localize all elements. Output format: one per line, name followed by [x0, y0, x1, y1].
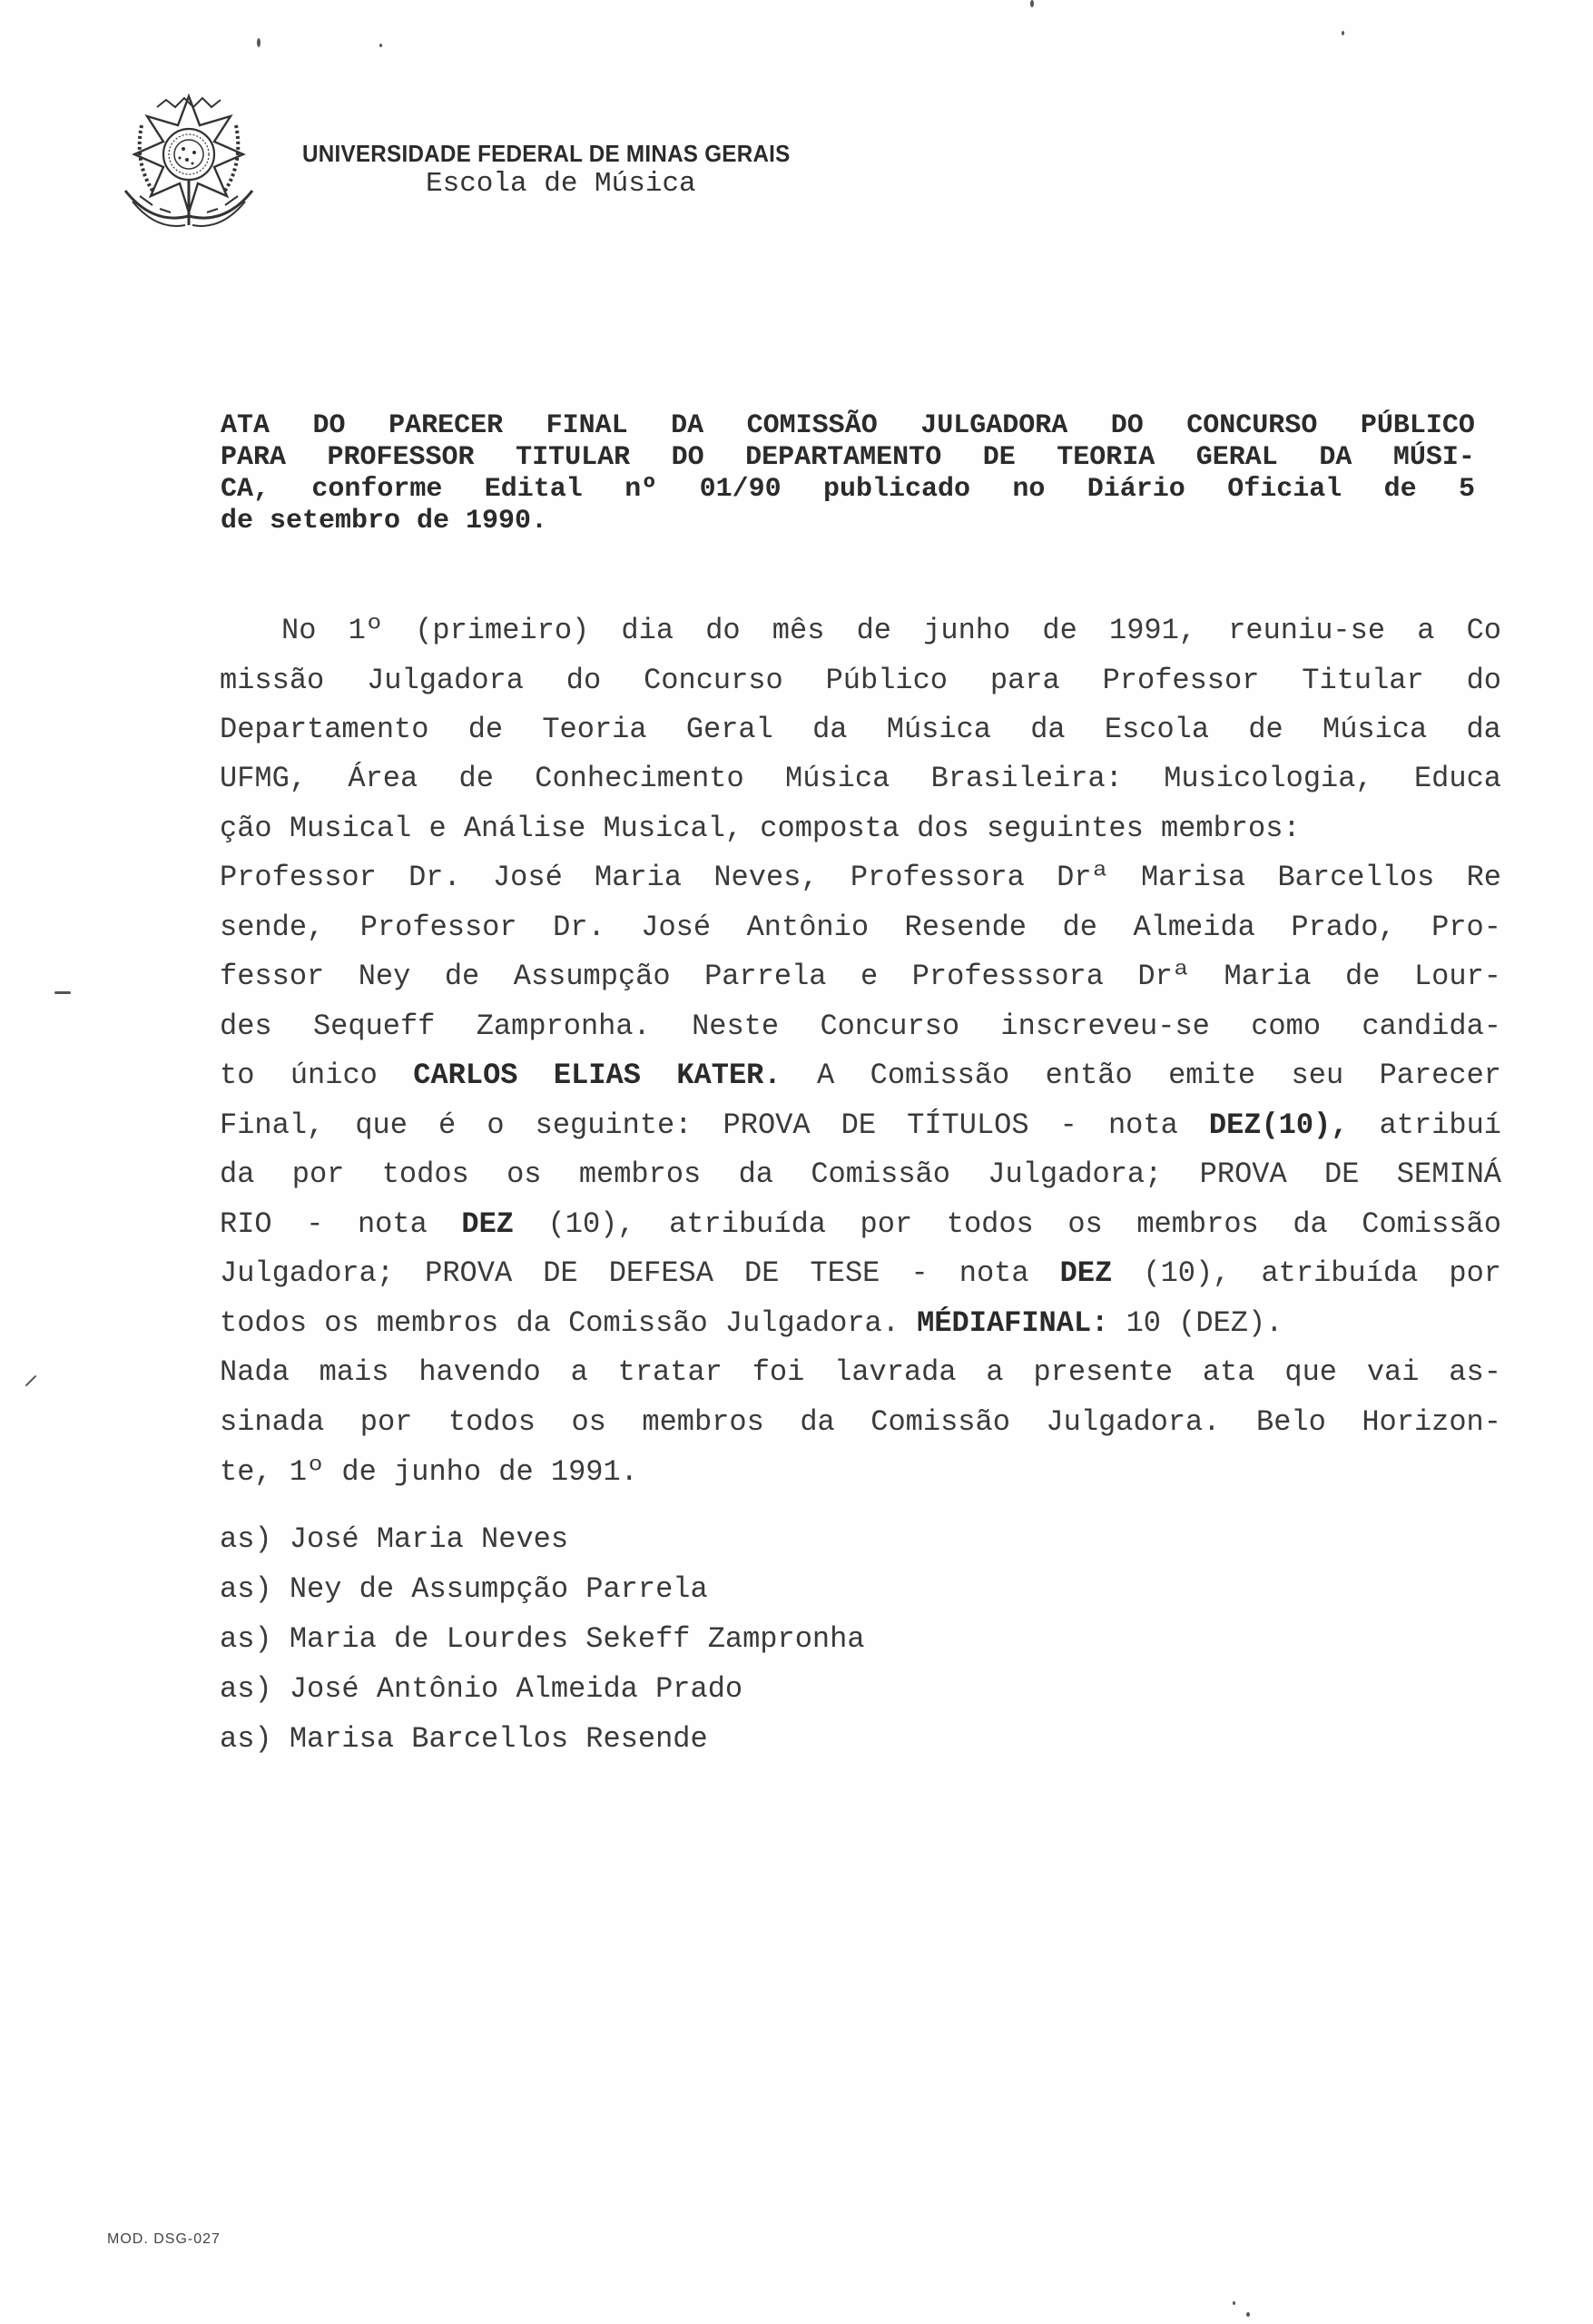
body-line: sinada por todos os membros da Comissão Julgadora. Belo Horizon- — [220, 1405, 1501, 1439]
scan-speck — [1342, 31, 1344, 35]
body-line: ção Musical e Análise Musical, composta dos seguintes membros: — [220, 812, 1301, 845]
scan-speck — [1233, 2301, 1235, 2305]
school-name: Escola de Música — [426, 168, 696, 200]
body-line: No 1º (primeiro) dia do mês de junho de 1991, reuniu-se a Co — [281, 614, 1501, 647]
body-line: Nada mais havendo a tratar foi lavrada a presente ata que vai as- — [220, 1355, 1501, 1389]
title-line-4: de setembro de 1990. — [221, 506, 548, 537]
form-code: MOD. DSG-027 — [107, 2231, 221, 2247]
body-line: fessor Ney de Assumpção Parrela e Professsora Drª Maria de Lour- — [220, 960, 1501, 993]
body-line: des Sequeff Zampronha. Neste Concurso inscreveu-se como candida- — [220, 1009, 1501, 1043]
signature-line: as) Maria de Lourdes Sekeff Zampronha — [220, 1622, 865, 1656]
margin-slash — [25, 1375, 37, 1387]
scan-speck — [1030, 0, 1034, 7]
body-line: missão Julgadora do Concurso Público para Professor Titular do — [220, 664, 1501, 697]
body-line: RIO - nota DEZ (10), atribuída por todos os membros da Comissão — [220, 1207, 1501, 1241]
body-line: da por todos os membros da Comissão Julgadora; PROVA DE SEMINÁ — [220, 1157, 1501, 1191]
body-line: todos os membros da Comissão Julgadora. MÉDIA FINAL: 10 (DEZ). — [220, 1306, 1283, 1340]
signature-line: as) José Antônio Almeida Prado — [220, 1672, 743, 1706]
margin-dash — [54, 991, 71, 994]
signature-line: as) Marisa Barcellos Resende — [220, 1722, 708, 1756]
scan-speck — [379, 44, 382, 47]
brazil-coat-of-arms-icon — [116, 89, 261, 234]
body-line: UFMG, Área de Conhecimento Música Brasileira: Musicologia, Educa — [220, 762, 1501, 795]
title-line-2: PARA PROFESSOR TITULAR DO DEPARTAMENTO DE TEORIA GERAL DA MÚSI- — [221, 442, 1475, 473]
body-line: te, 1º de junho de 1991. — [220, 1455, 638, 1489]
title-line-1: ATA DO PARECER FINAL DA COMISSÃO JULGADORA DO CONCURSO PÚBLICO — [221, 410, 1475, 441]
body-line: Final, que é o seguinte: PROVA DE TÍTULOS - nota DEZ(10), atribuí — [220, 1108, 1501, 1142]
body-line: sende, Professor Dr. José Antônio Resende de Almeida Prado, Pro- — [220, 911, 1501, 944]
scan-speck — [257, 38, 261, 47]
document-title — [221, 410, 1475, 537]
institution-name: UNIVERSIDADE FEDERAL DE MINAS GERAIS — [302, 140, 791, 167]
body-line: Julgadora; PROVA DE DEFESA DE TESE - nota DEZ (10), atribuída por — [220, 1256, 1501, 1290]
body-line: Departamento de Teoria Geral da Música da Escola de Música da — [220, 713, 1501, 746]
body-line: Professor Dr. José Maria Neves, Professora Drª Marisa Barcellos Re — [220, 861, 1501, 894]
body-line: to único CARLOS ELIAS KATER. A Comissão então emite seu Parecer — [220, 1059, 1501, 1092]
title-line-3: CA, conforme Edital nº 01/90 publicado no Diário Oficial de 5 — [221, 474, 1475, 505]
signature-line: as) José Maria Neves — [220, 1522, 569, 1556]
scan-speck — [1246, 2312, 1250, 2317]
signature-line: as) Ney de Assumpção Parrela — [220, 1572, 708, 1606]
